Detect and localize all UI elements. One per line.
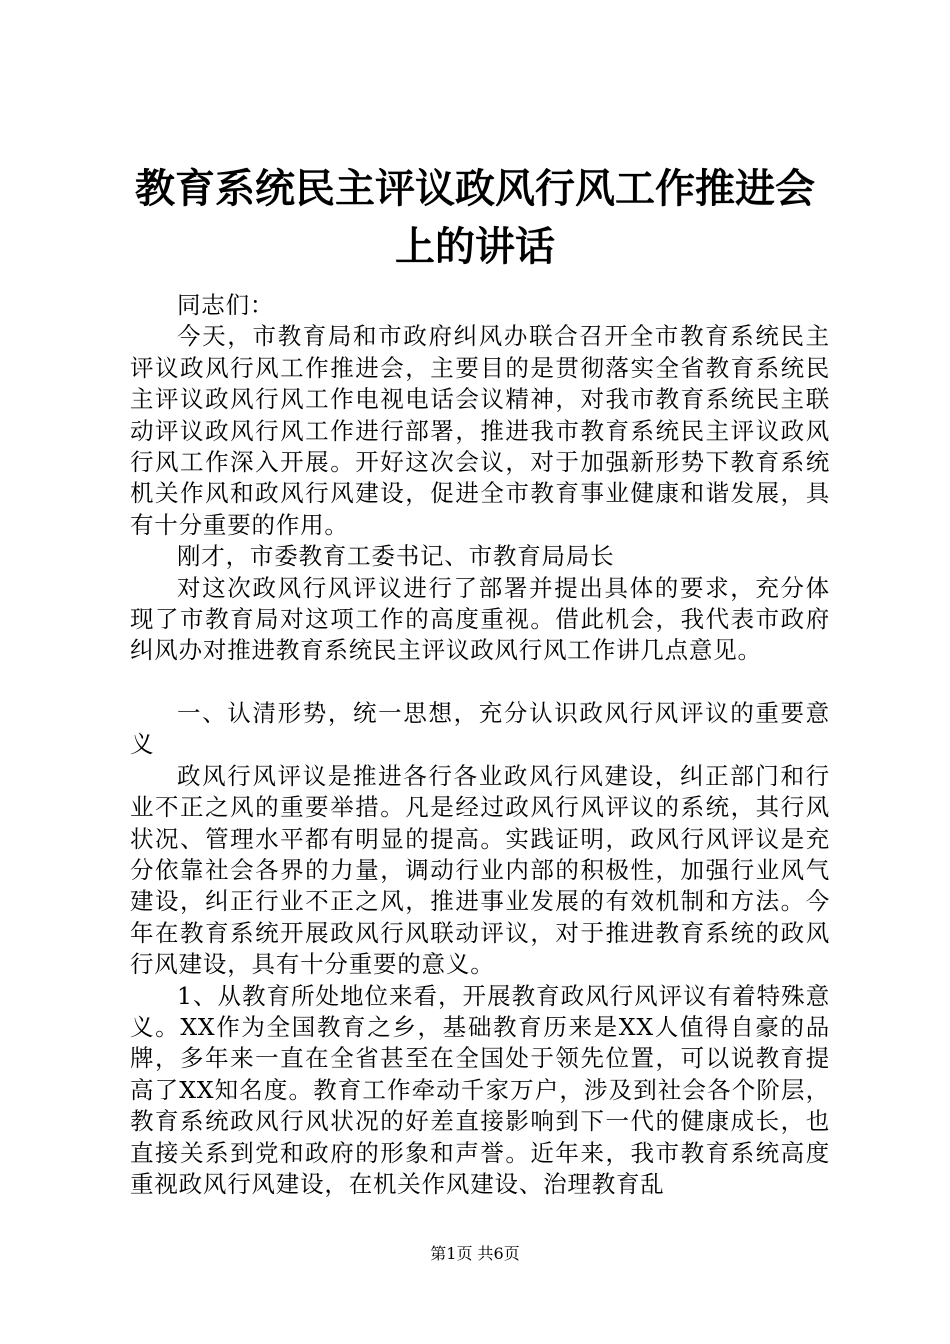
paragraph: 刚才，市委教育工委书记、市教育局局长 <box>177 542 615 571</box>
paragraph: 1、从教育所处地位来看，开展教育政风行风评议有着特殊意义。XX作为全国教育之乡，基础教育历来是XX人值得自豪的品牌，多年来一直在全省甚至在全国处于领先位置，可以说教育提高了XX知名度。教育工作牵动千家万户，涉及到社会各个阶层，教育系统政风行风状况的好差直接影响到下一代的健康成长，也直接关系到党和政府的形象和声誉。近年来，我市教育系统高度重视政风行风建设，在机关作风建设、治理教育乱 <box>130 981 830 1198</box>
document-body <box>130 290 830 1200</box>
salutation: 同志们： <box>177 291 275 319</box>
paragraph: 政风行风评议是推进各行各业政风行风建设，纠正部门和行业不正之风的重要举措。凡是经过政风行风评议的系统，其行风状况、管理水平都有明显的提高。实践证明，政风行风评议是充分依靠社会各界的力量，调动行业内部的积极性，加强行业风气建设，纠正行业不正之风，推进事业发展的有效机制和方法。今年在教育系统开展政风行风联动评议，对于推进教育系统的政风行风建设，具有十分重要的意义。 <box>130 761 830 979</box>
blank-line <box>130 667 830 698</box>
paragraph: 对这次政风行风评议进行了部署并提出具体的要求，充分体现了市教育局对这项工作的高度重视。借此机会，我代表市政府纠风办对推进教育系统民主评议政风行风工作讲几点意见。 <box>130 573 830 665</box>
page-footer: 第1页 共6页 <box>430 1244 520 1263</box>
paragraph: 今天，市教育局和市政府纠风办联合召开全市教育系统民主评议政风行风工作推进会，主要目的是贯彻落实全省教育系统民主评议政风行风工作电视电话会议精神，对我市教育系统民主联动评议政风行风工作进行部署，推进我市教育系统民主评议政风行风工作深入开展。开好这次会议，对于加强新形势下教育系统机关作风和政风行风建设，促进全市教育事业健康和谐发展，具有十分重要的作用。 <box>130 322 830 539</box>
document-title: 教育系统民主评议政风行风工作推进会上的讲话 <box>135 165 815 270</box>
section-heading: 一、认清形势，统一思想，充分认识政风行风评议的重要意义 <box>130 698 830 759</box>
